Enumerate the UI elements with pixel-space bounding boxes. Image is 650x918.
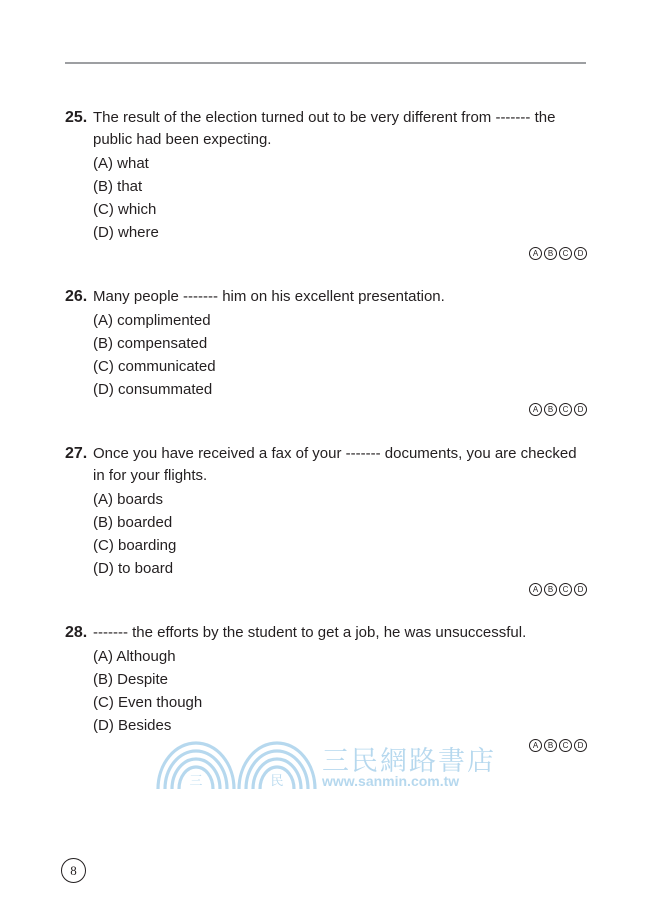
- bubble-d[interactable]: D: [574, 247, 587, 260]
- question-28: [65, 622, 590, 757]
- answer-bubbles: [529, 739, 587, 752]
- page-number: 8: [61, 858, 86, 883]
- question-text: The result of the election turned out to be very different from ------- the public had been expecting.: [93, 109, 556, 148]
- option-list: [93, 645, 590, 737]
- watermark-url: www.sanmin.com.tw: [322, 773, 460, 789]
- bubble-b[interactable]: B: [544, 583, 557, 596]
- option-b[interactable]: (B) compensated: [93, 335, 208, 352]
- option-c[interactable]: (C) communicated: [93, 358, 216, 375]
- question-number: 28.: [65, 624, 88, 641]
- option-d[interactable]: (D) to board: [93, 560, 174, 577]
- option-c[interactable]: (C) boarding: [93, 537, 177, 554]
- option-b[interactable]: (B) Despite: [93, 671, 169, 688]
- question-text: Many people ------- him on his excellent presentation.: [93, 288, 445, 305]
- bubble-c[interactable]: C: [559, 247, 572, 260]
- header-rule: [65, 62, 586, 64]
- bubble-d[interactable]: D: [574, 583, 587, 596]
- bubble-a[interactable]: A: [529, 247, 542, 260]
- question-stem: [65, 286, 590, 308]
- question-stem: [65, 107, 590, 151]
- answer-bubbles: [529, 403, 587, 416]
- answer-bubbles: [529, 583, 587, 596]
- bubble-c[interactable]: C: [559, 403, 572, 416]
- question-stem: [65, 443, 590, 487]
- option-a[interactable]: (A) complimented: [93, 312, 211, 329]
- option-a[interactable]: (A) what: [93, 155, 149, 172]
- watermark-store-name: 三民網路書店: [322, 746, 496, 777]
- question-25: [65, 107, 590, 262]
- option-list: [93, 488, 590, 580]
- option-b[interactable]: (B) that: [93, 178, 143, 195]
- bubble-a[interactable]: A: [529, 739, 542, 752]
- bubble-b[interactable]: B: [544, 247, 557, 260]
- option-d[interactable]: (D) Besides: [93, 717, 172, 734]
- question-26: [65, 286, 590, 421]
- option-d[interactable]: (D) consummated: [93, 381, 213, 398]
- question-number: 26.: [65, 288, 88, 305]
- bubble-b[interactable]: B: [544, 739, 557, 752]
- bubble-a[interactable]: A: [529, 403, 542, 416]
- option-b[interactable]: (B) boarded: [93, 514, 173, 531]
- bubble-b[interactable]: B: [544, 403, 557, 416]
- question-stem: [65, 622, 590, 644]
- logo-char-right: 民: [270, 774, 284, 789]
- bubble-c[interactable]: C: [559, 739, 572, 752]
- option-c[interactable]: (C) Even though: [93, 694, 203, 711]
- answer-bubbles: [529, 247, 587, 260]
- option-list: [93, 309, 590, 401]
- question-text: ------- the efforts by the student to get a job, he was unsuccessful.: [93, 624, 527, 641]
- option-d[interactable]: (D) where: [93, 224, 159, 241]
- option-a[interactable]: (A) Although: [93, 648, 176, 665]
- bubble-d[interactable]: D: [574, 403, 587, 416]
- question-number: 25.: [65, 109, 88, 126]
- option-list: [93, 152, 590, 244]
- question-text: Once you have received a fax of your ------- documents, you are checked in for your flights.: [93, 445, 577, 484]
- question-number: 27.: [65, 445, 88, 462]
- logo-char-left: 三: [189, 774, 203, 789]
- option-c[interactable]: (C) which: [93, 201, 157, 218]
- bubble-a[interactable]: A: [529, 583, 542, 596]
- bubble-d[interactable]: D: [574, 739, 587, 752]
- question-27: [65, 443, 590, 603]
- bubble-c[interactable]: C: [559, 583, 572, 596]
- option-a[interactable]: (A) boards: [93, 491, 164, 508]
